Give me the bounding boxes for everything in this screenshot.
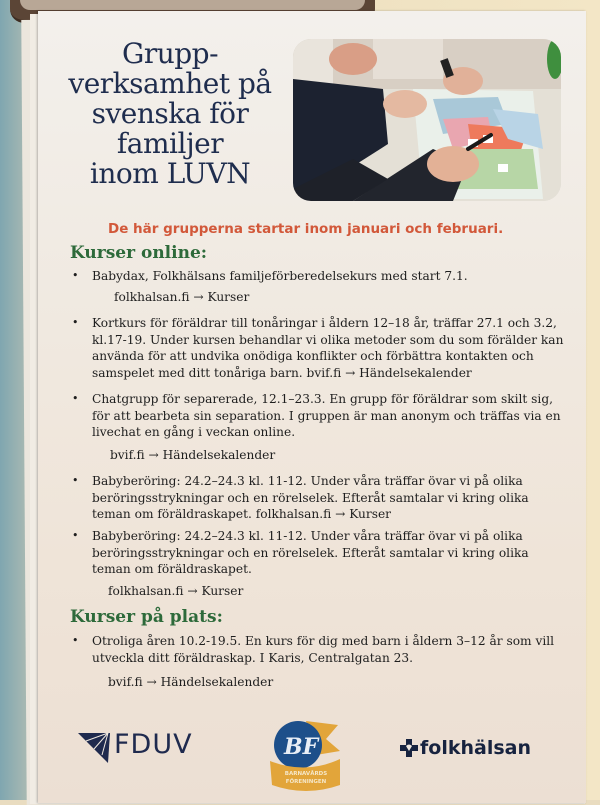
title-line: Grupp- [121,37,219,70]
item-link[interactable]: folkhalsan.fi → Kurser [108,584,244,598]
title-line: familjer [116,127,224,160]
list-item [72,528,562,578]
bullet: • [72,316,79,329]
bullet: • [72,529,79,542]
photo-illustration [293,39,561,201]
item-link[interactable]: bvif.fi → Händelsekalender [108,675,274,689]
list-item [72,315,562,381]
bullet: • [72,269,79,282]
item-text: samspelet med ditt tonåriga barn. bvif.fi → Händelsekalender [92,365,472,380]
section-heading-onsite: Kurser på plats: [70,607,223,627]
item-text: använda för att undvika onödiga konflikter och förbättra kontakten och [92,349,534,363]
page-title [60,39,280,189]
fduv-wing-icon [78,731,112,763]
flyer-page [38,11,586,803]
list-item [72,268,562,285]
bullet: • [72,474,79,487]
title-line: svenska för [91,97,249,130]
list-item [72,391,562,441]
fduv-logo [78,731,218,767]
item-text: för att bearbeta sin separation. I gruppen är man anonym och träffas via en [92,408,561,423]
bf-name-line-2: FÖRENINGEN [285,779,327,785]
item-text: teman om föräldraskapet. folkhalsan.fi → Kurser [92,507,392,521]
item-text: Babydax, Folkhälsans familjeförberedelsekurs med start 7.1. [92,269,468,283]
item-link[interactable]: folkhalsan.fi → Kurser [114,290,250,304]
item-text: beröringsstrykningar och en rörelselek. Efteråt samtalar vi kring olika [92,545,529,560]
list-item [72,473,562,523]
title-line: verksamhet på [68,67,272,100]
item-text: kl.17-19. Under kursen behandlar vi olika metoder som du som förälder kan [92,332,564,347]
item-text: beröringsstrykningar och en rörelselek. Efteråt samtalar vi kring olika [92,490,529,505]
bullet: • [72,634,79,647]
fduv-logo-text: FDUV [114,729,193,760]
folkhalsan-logo [400,737,560,763]
item-text: Otroliga åren 10.2-19.5. En kurs för dig med barn i åldern 3–12 år som vill [92,634,555,648]
item-text: utveckla ditt föräldraskap. I Karis, Centralgatan 23. [92,650,414,665]
barnavards-foreningen-logo [266,709,346,794]
folkhalsan-logo-text: folkhälsan [420,737,531,759]
intro-subtitle: De här grupperna startar inom januari och februari. [108,221,504,237]
bf-emblem-icon [266,709,346,794]
title-line: inom LUVN [89,157,251,190]
hero-photo [293,39,561,201]
bullet: • [72,392,79,405]
section-heading-online: Kurser online: [70,243,208,263]
item-text: livechat en gång i veckan online. [92,425,296,439]
bf-name-line-1: BARNAVÅRDS [284,771,328,777]
item-text: Kortkurs för föräldrar till tonåringar i åldern 12–18 år, träffar 27.1 och 3.2, [92,316,557,330]
item-text: Babyberöring: 24.2–24.3 kl. 11-12. Under våra träffar övar vi på olika [92,529,523,543]
bf-initials: BF [284,734,319,760]
item-text: Babyberöring: 24.2–24.3 kl. 11-12. Under våra träffar övar vi på olika [92,474,523,488]
item-text: Chatgrupp för separerade, 12.1–23.3. En grupp för föräldrar som skilt sig, [92,392,553,406]
item-link[interactable]: bvif.fi → Händelsekalender [110,448,276,462]
list-item [72,633,562,666]
item-text: teman om föräldraskapet. [92,562,252,576]
folkhalsan-cross-icon [400,739,418,757]
